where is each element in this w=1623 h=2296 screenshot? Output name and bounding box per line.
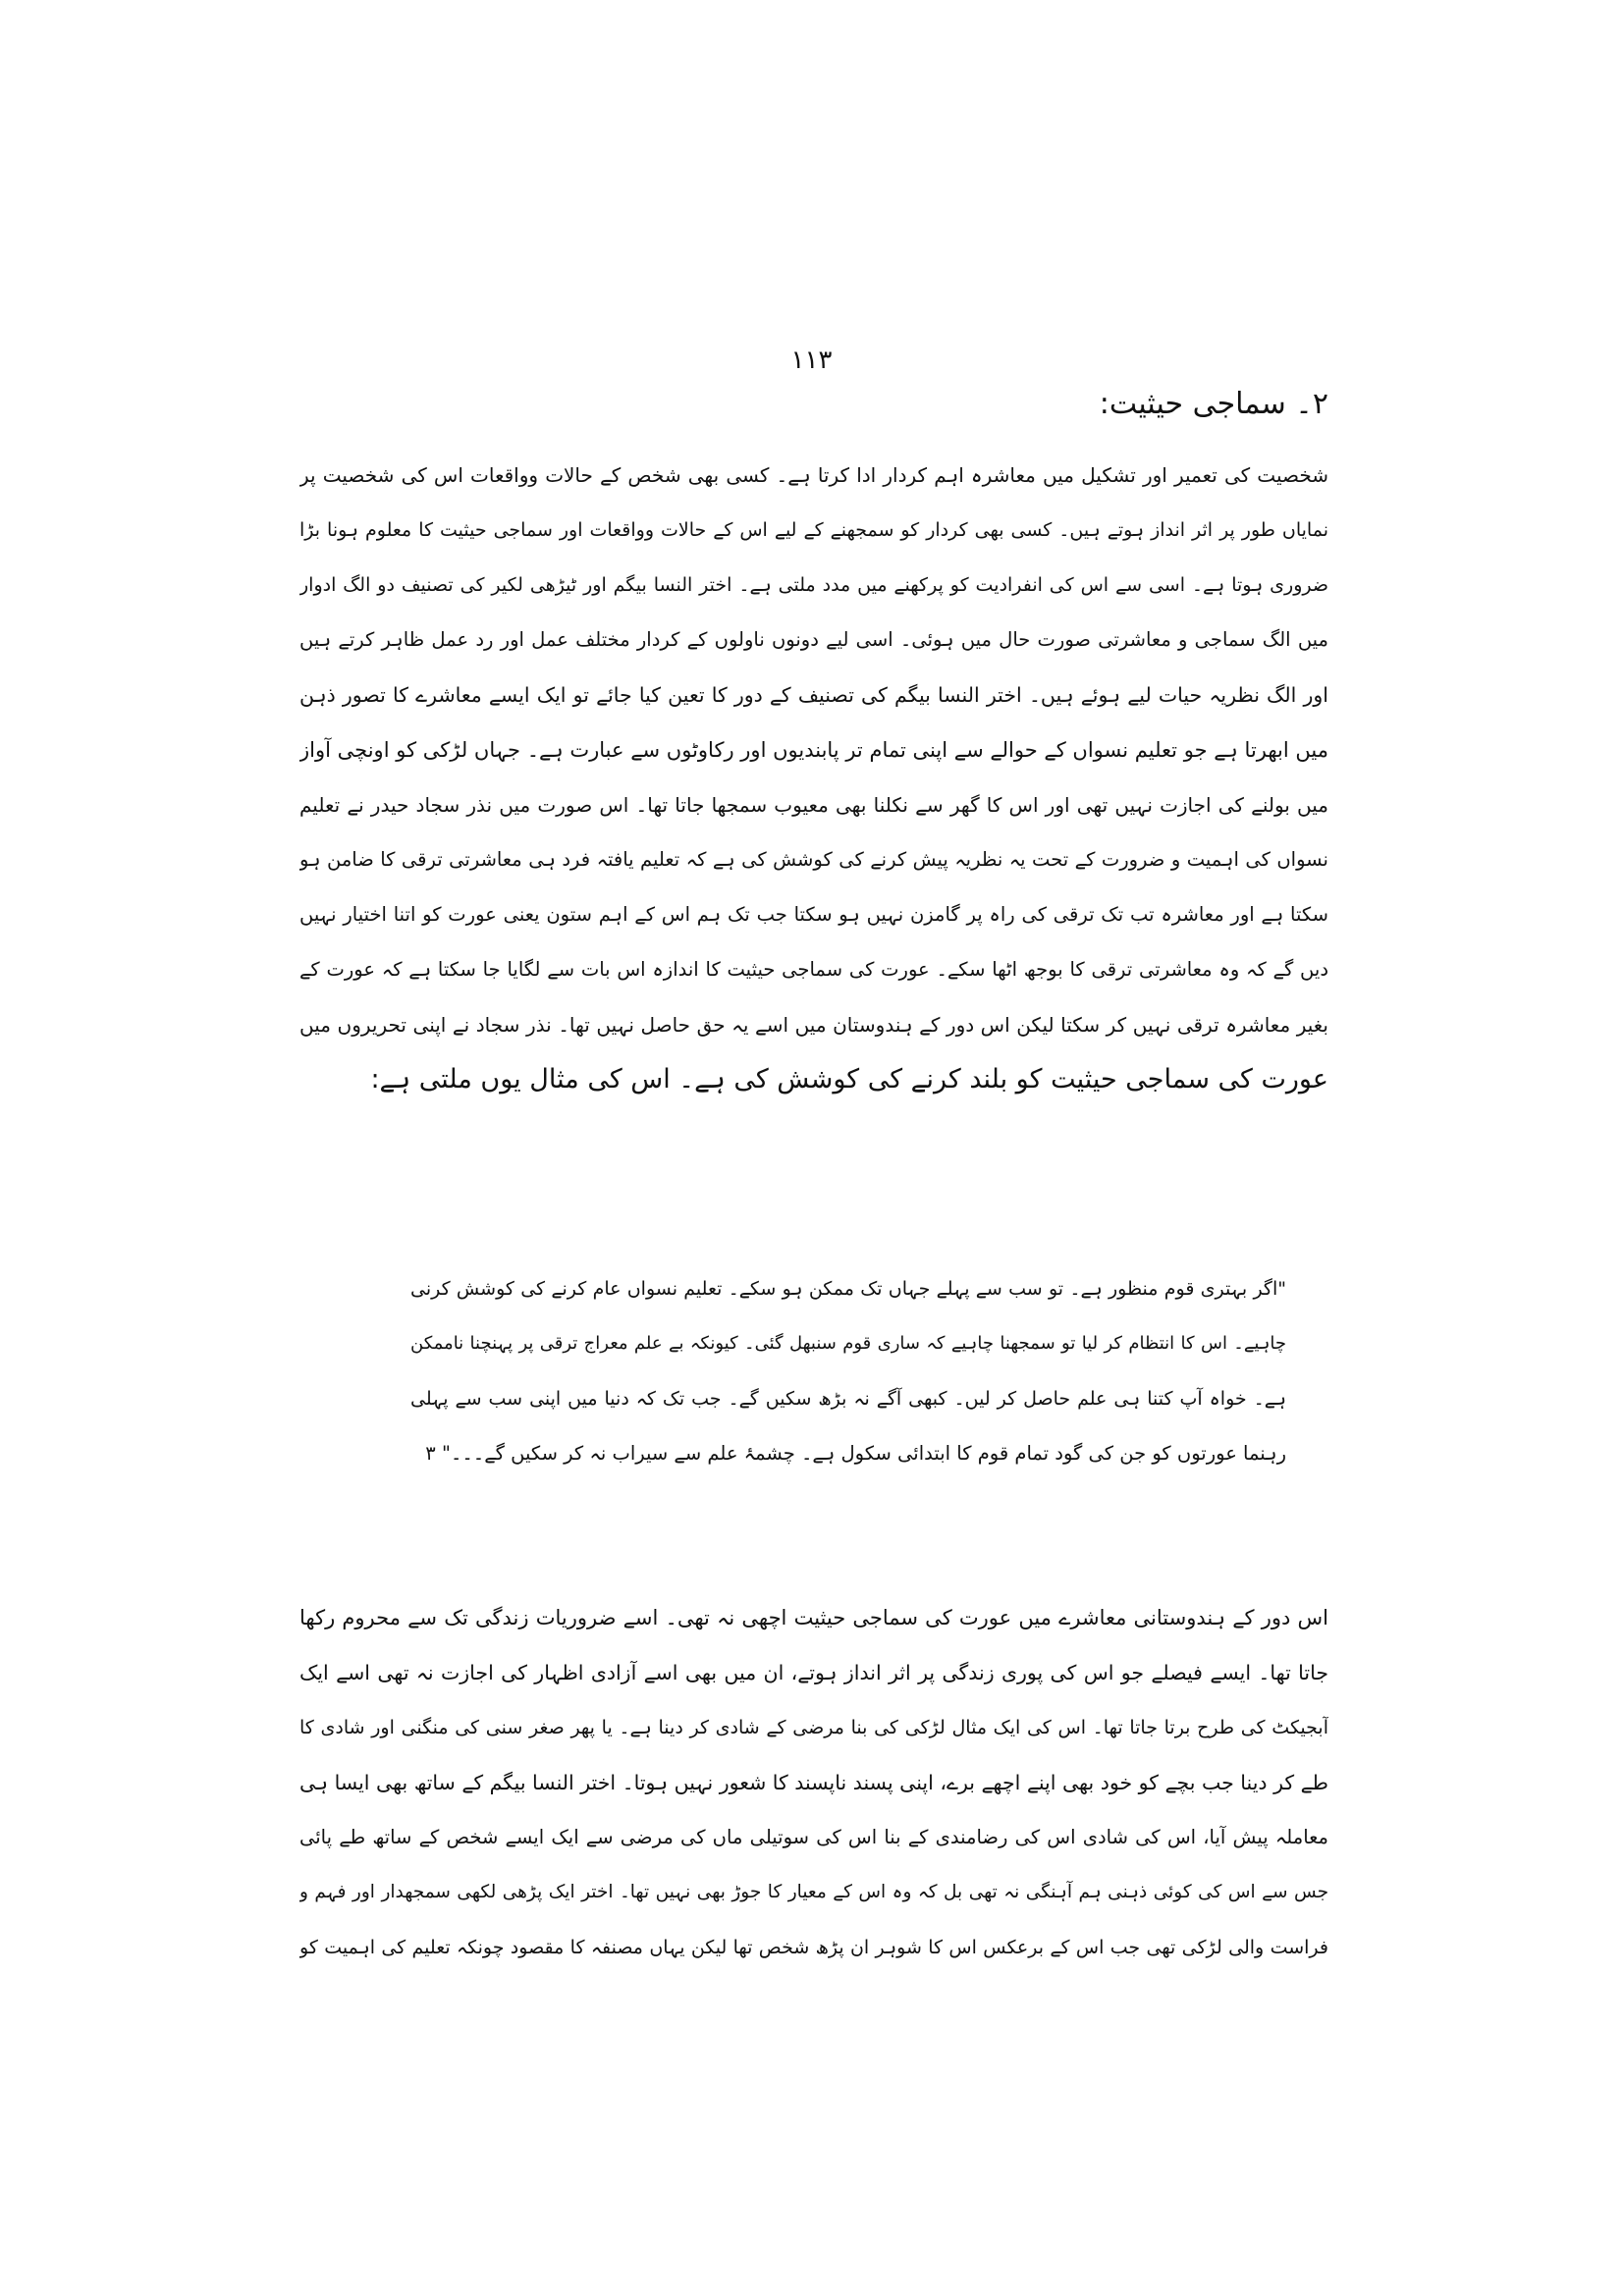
- quote-line: چاہیے۔ اس کا انتظام کر لیا تو سمجھنا چاہیے کہ ساری قوم سنبھل گئی۔ کیونکہ بے علم معراج ترقی پر پہنچنا ناممکن: [410, 1333, 1286, 1354]
- paragraph-line: شخصیت کی تعمیر اور تشکیل میں معاشرہ اہم کردار ادا کرتا ہے۔ کسی بھی شخص کے حالات وواقعات اس کی شخصیت پر: [299, 463, 1328, 487]
- paragraph-line: دیں گے کہ وہ معاشرتی ترقی کا بوجھ اٹھا سکے۔ عورت کی سماجی حیثیت کا اندازہ اس بات سے لگایا جا سکتا ہے کہ عورت کے: [299, 958, 1328, 981]
- paragraph-2: [299, 1590, 1328, 1975]
- paragraph-1: [299, 448, 1328, 1107]
- section-heading: ۲۔ سماجی حیثیت:: [1099, 387, 1328, 421]
- paragraph-line: اس دور کے ہندوستانی معاشرے میں عورت کی سماجی حیثیت اچھی نہ تھی۔ اسے ضروریات زندگی تک سے محروم رکھا: [299, 1606, 1328, 1629]
- paragraph-line: ضروری ہوتا ہے۔ اسی سے اس کی انفرادیت کو پرکھنے میں مدد ملتی ہے۔ اختر النسا بیگم اور ٹیڑھی لکیر کی تصنیف دو الگ ادوار: [299, 574, 1328, 596]
- paragraph-line: جاتا تھا۔ ایسے فیصلے جو اس کی پوری زندگی پر اثر انداز ہوتے، ان میں بھی اسے آزادی اظہار کی اجازت نہ تھی اسے ایک: [299, 1661, 1328, 1684]
- quote-line: ہے۔ خواہ آپ کتنا ہی علم حاصل کر لیں۔ کبھی آگے نہ بڑھ سکیں گے۔ جب تک کہ دنیا میں اپنی سب سے پہلی: [410, 1388, 1286, 1410]
- paragraph-line: عورت کی سماجی حیثیت کو بلند کرنے کی کوشش کی ہے۔ اس کی مثال یوں ملتی ہے:: [370, 1064, 1328, 1095]
- paragraph-line: آبجیکٹ کی طرح برتا جاتا تھا۔ اس کی ایک مثال لڑکی کی بنا مرضی کے شادی کر دینا ہے۔ یا پھر صغر سنی کی منگنی اور شادی کا: [299, 1717, 1328, 1738]
- paragraph-line: طے کر دینا جب بچے کو خود بھی اپنے اچھے برے، اپنی پسند ناپسند کا شعور نہیں ہوتا۔ اختر النسا بیگم کے ساتھ بھی ایسا ہی: [299, 1771, 1328, 1794]
- paragraph-line: میں بولنے کی اجازت نہیں تھی اور اس کا گھر سے نکلنا بھی معیوب سمجھا جاتا تھا۔ اس صورت میں نذر سجاد حیدر نے تعلیم: [299, 793, 1328, 817]
- paragraph-line: فراست والی لڑکی تھی جب اس کے برعکس اس کا شوہر ان پڑھ شخص تھا لیکن یہاں مصنفہ کا مقصود چونکہ تعلیم کی اہمیت کو: [299, 1937, 1328, 1958]
- page-number: ۱۱۳: [790, 346, 833, 375]
- paragraph-line: نسواں کی اہمیت و ضرورت کے تحت یہ نظریہ پیش کرنے کی کوشش کی ہے کہ تعلیم یافتہ فرد ہی معاشرتی ترقی کا ضامن ہو: [299, 848, 1328, 871]
- paragraph-line: سکتا ہے اور معاشرہ تب تک ترقی کی راہ پر گامزن نہیں ہو سکتا جب تک ہم اس کے اہم ستون یعنی عورت کو اتنا اختیار نہیں: [299, 903, 1328, 926]
- paragraph-line: میں ابھرتا ہے جو تعلیم نسواں کے حوالے سے اپنی تمام تر پابندیوں اور رکاوٹوں سے عبارت ہے۔ جہاں لڑکی کو اونچی آواز: [299, 738, 1328, 762]
- quote-line: رہنما عورتوں کو جن کی گود تمام قوم کا ابتدائی سکول ہے۔ چشمۂ علم سے سیراب نہ کر سکیں گے۔۔۔" ۳: [425, 1442, 1286, 1465]
- block-quote: [410, 1261, 1286, 1481]
- paragraph-line: نمایاں طور پر اثر انداز ہوتے ہیں۔ کسی بھی کردار کو سمجھنے کے لیے اس کے حالات وواقعات اور سماجی حیثیت کا معلوم ہونا بڑا: [299, 519, 1328, 541]
- paragraph-line: بغیر معاشرہ ترقی نہیں کر سکتا لیکن اس دور کے ہندوستان میں اسے یہ حق حاصل نہیں تھا۔ نذر سجاد نے اپنی تحریروں میں: [299, 1013, 1328, 1037]
- quote-line: "اگر بہتری قوم منظور ہے۔ تو سب سے پہلے جہاں تک ممکن ہو سکے۔ تعلیم نسواں عام کرنے کی کوشش کرنی: [410, 1278, 1286, 1300]
- paragraph-line: معاملہ پیش آیا، اس کی شادی اس کی رضامندی کے بنا اس کی سوتیلی ماں کی مرضی سے ایک ایسے شخص کے ساتھ طے پائی: [299, 1826, 1328, 1848]
- paragraph-line: اور الگ نظریہ حیات لیے ہوئے ہیں۔ اختر النسا بیگم کی تصنیف کے دور کا تعین کیا جائے تو ایک ایسے معاشرے کا تصور ذہن: [299, 683, 1328, 707]
- paragraph-line: میں الگ سماجی و معاشرتی صورت حال میں ہوئی۔ اسی لیے دونوں ناولوں کے کردار مختلف عمل اور رد عمل ظاہر کرتے ہیں: [299, 628, 1328, 651]
- paragraph-line: جس سے اس کی کوئی ذہنی ہم آہنگی نہ تھی بل کہ وہ اس کے معیار کا جوڑ بھی نہیں تھا۔ اختر ایک پڑھی لکھی سمجھدار اور فہم و: [299, 1882, 1328, 1902]
